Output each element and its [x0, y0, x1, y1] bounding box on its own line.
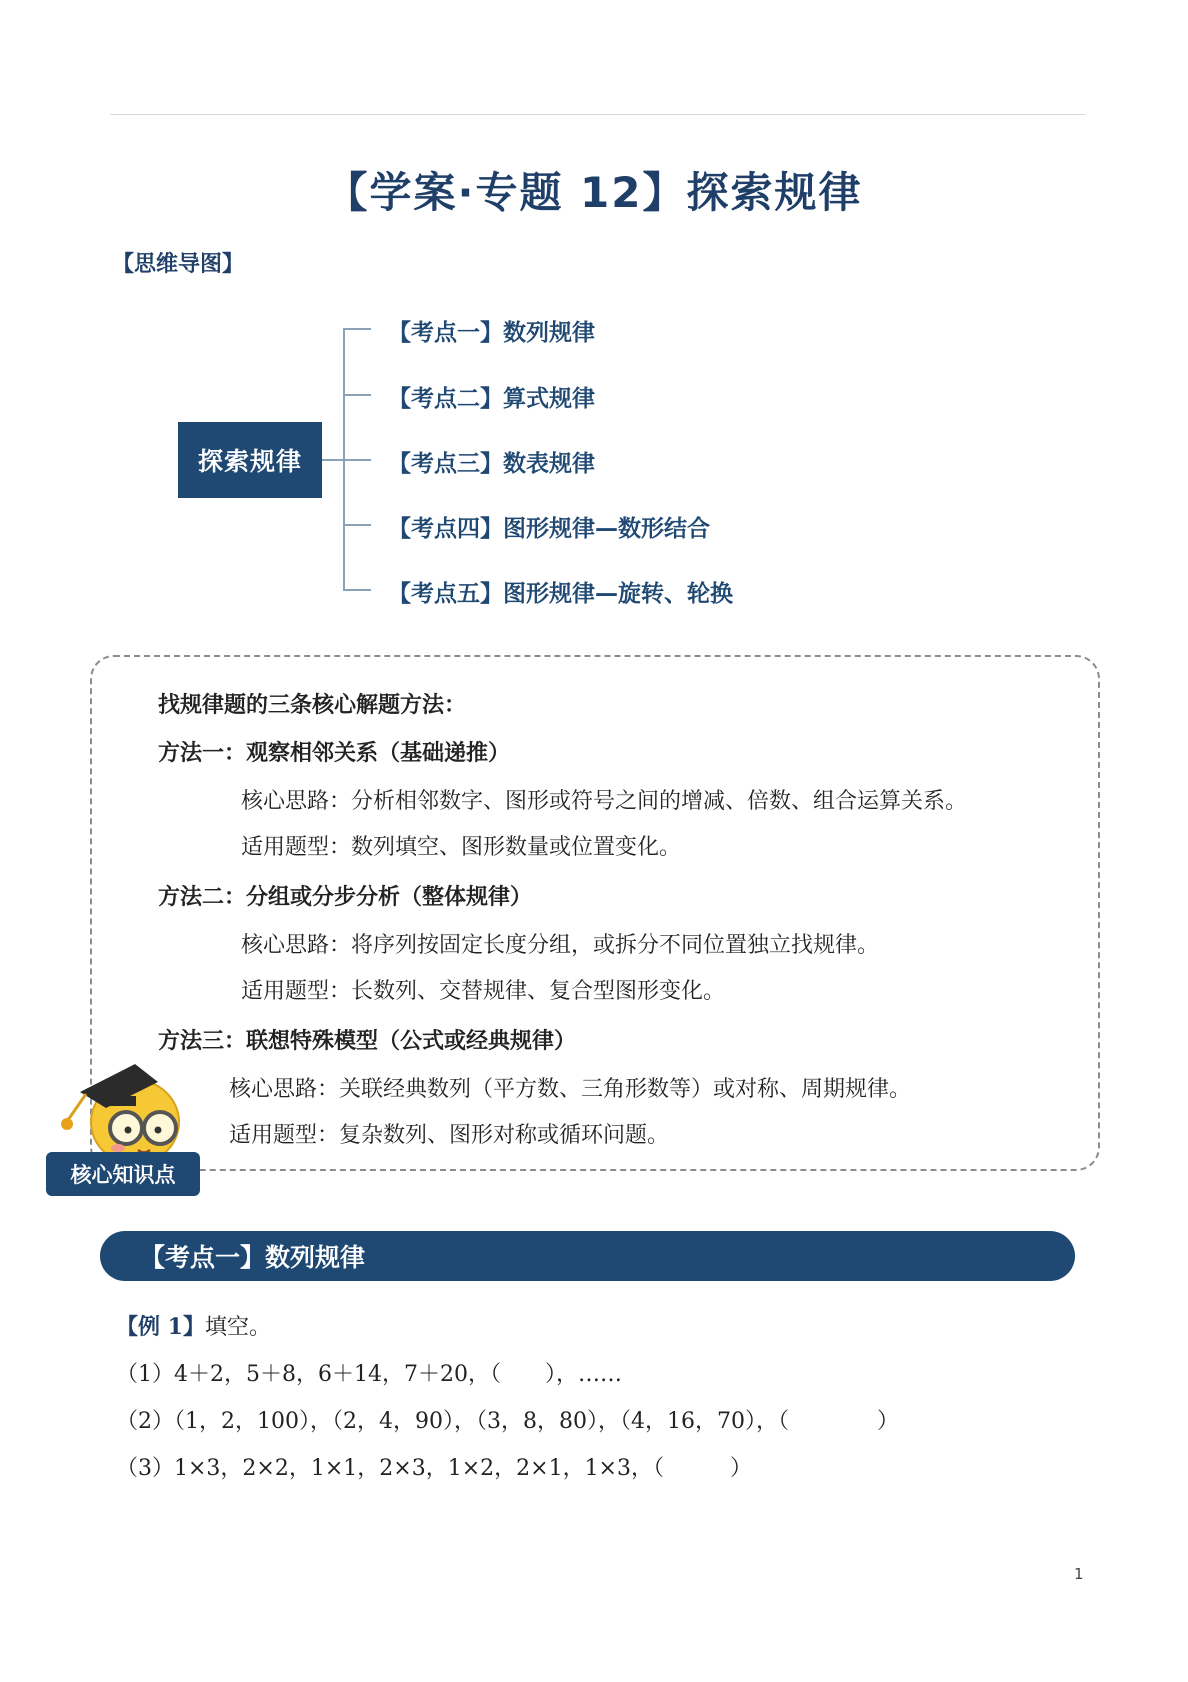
method-1-type: 适用题型：数列填空、图形数量或位置变化。: [241, 835, 682, 860]
core-knowledge-badge: 核心知识点: [46, 1152, 200, 1196]
method-3-idea: 核心思路：关联经典数列（平方数、三角形数等）或对称、周期规律。: [229, 1077, 912, 1102]
method-1-heading: 方法一：观察相邻关系（基础递推）: [158, 740, 511, 766]
page-number: 1: [1074, 1565, 1084, 1583]
example-question-1: （1）4＋2，5＋8，6＋14，7＋20，（ ），……: [116, 1362, 622, 1387]
mindmap-branch-2: 【考点二】算式规律: [388, 386, 595, 412]
mindmap-branch-line: [343, 524, 371, 526]
example-1-header: [116, 1310, 271, 1341]
mindmap-branch-5: 【考点五】图形规律—旋转、轮换: [388, 581, 733, 607]
mindmap-section-label: 【思维导图】: [112, 252, 245, 277]
mindmap-branch-line: [343, 328, 371, 330]
method-2-type: 适用题型：长数列、交替规律、复合型图形变化。: [241, 979, 726, 1004]
example-tag: 【例 1】: [116, 1314, 205, 1340]
method-2-heading: 方法二：分组或分步分析（整体规律）: [158, 884, 533, 910]
example-prompt: 填空。: [204, 1315, 271, 1340]
example-question-2: （2）（1，2，100），（2，4，90），（3，8，80），（4，16，70），（ ）: [116, 1409, 899, 1434]
mindmap-branch-4: 【考点四】图形规律—数形结合: [388, 516, 710, 542]
method-2-idea: 核心思路：将序列按固定长度分组，或拆分不同位置独立找规律。: [241, 933, 880, 958]
method-3-type: 适用题型：复杂数列、图形对称或循环问题。: [229, 1123, 670, 1148]
mindmap-root: 探索规律: [178, 422, 322, 498]
mindmap-branch-1: 【考点一】数列规律: [388, 320, 595, 346]
methods-intro: 找规律题的三条核心解题方法：: [158, 692, 467, 718]
mindmap-branch-line: [343, 459, 371, 461]
header-rule: [110, 114, 1085, 115]
topic-banner-title: 【考点一】数列规律: [140, 1243, 366, 1272]
method-3-heading: 方法三：联想特殊模型（公式或经典规律）: [158, 1028, 577, 1054]
mindmap-connector: [322, 459, 344, 461]
method-1-idea: 核心思路：分析相邻数字、图形或符号之间的增减、倍数、组合运算关系。: [241, 789, 968, 814]
mindmap-branch-line: [343, 394, 371, 396]
mindmap-branch-line: [343, 589, 371, 591]
mindmap-branch-3: 【考点三】数表规律: [388, 451, 595, 477]
example-question-3: （3）1×3，2×2，1×1，2×3，1×2，2×1，1×3，（ ）: [116, 1456, 752, 1481]
page-title: 【学案·专题 12】探索规律: [325, 168, 863, 217]
